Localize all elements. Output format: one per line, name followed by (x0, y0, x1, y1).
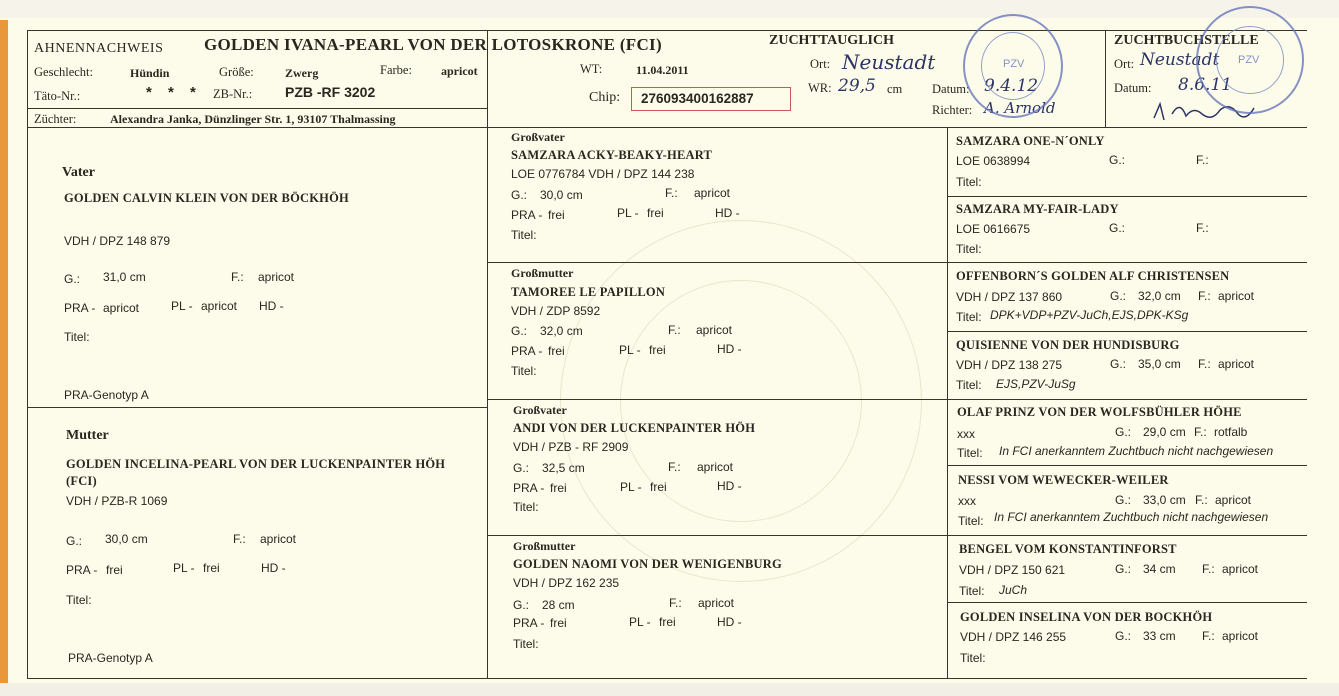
gp-titel-label: Titel: (511, 364, 537, 378)
frame-top (27, 30, 1307, 31)
ggp-titel: In FCI anerkanntem Zuchtbuch nicht nachgewiesen (994, 510, 1269, 524)
ggp-f: apricot (1218, 357, 1255, 371)
ggp-reg: xxx (957, 427, 975, 441)
ggp-g-label: G.: (1109, 221, 1126, 235)
ggp-reg: VDH / DPZ 150 621 (959, 563, 1066, 577)
ggp-titel: DPK+VDP+PZV-JuCh,EJS,DPK-KSg (990, 308, 1189, 322)
zb-datum-value: 8.6.11 (1178, 75, 1233, 95)
ggp-titel-label: Titel: (958, 514, 984, 528)
ggp-name: QUISIENNE VON DER HUNDISBURG (956, 338, 1180, 352)
zt-ort-value: Neustadt (842, 50, 936, 74)
ggp-reg: VDH / DPZ 137 860 (956, 290, 1063, 304)
ggp-f-label: F.: (1202, 562, 1215, 576)
zb-label: ZB-Nr.: (213, 87, 253, 101)
vater-g: 31,0 cm (103, 270, 146, 284)
stamp-center-mark-2: PZV (1238, 54, 1260, 66)
zt-datum-label: Datum: (932, 82, 970, 96)
tato-label: Täto-Nr.: (34, 89, 81, 103)
gp-f-label: F.: (665, 186, 678, 200)
chip-value: 276093400162887 (641, 91, 754, 106)
ggp-g-label: G.: (1110, 357, 1127, 371)
gp-pl: frei (650, 480, 667, 494)
gp-pra-label: PRA - (511, 208, 543, 222)
vater-pl: apricot (201, 299, 238, 313)
zb-value: PZB -RF 3202 (285, 84, 376, 100)
ggp-reg: VDH / DPZ 138 275 (956, 358, 1063, 372)
ggp-g-label: G.: (1109, 153, 1126, 167)
scan-bottom-edge (0, 683, 1339, 696)
geschlecht-value: Hündin (130, 66, 170, 80)
ggp-titel-label: Titel: (959, 584, 985, 598)
club-stamp-zuchtbuchstelle (1196, 6, 1304, 114)
parents-divider (27, 407, 487, 408)
vater-pra-label: PRA - (64, 301, 96, 315)
vater-f-label: F.: (231, 270, 244, 284)
col-divider-2 (947, 128, 948, 678)
ggp-g: 32,0 cm (1138, 289, 1181, 303)
ggp-f: apricot (1215, 493, 1252, 507)
zt-wr-label: WR: (808, 81, 832, 95)
gp-name: ANDI VON DER LUCKENPAINTER HÖH (513, 421, 756, 435)
zt-richter-signature: A. Arnold (984, 99, 1056, 117)
gp-divider-2 (487, 399, 947, 400)
gp-pl-label: PL - (619, 343, 641, 357)
gp-reg: VDH / PZB - RF 2909 (513, 440, 629, 454)
gp-pra: frei (548, 344, 565, 358)
ggp-g-label: G.: (1115, 493, 1132, 507)
wt-value: 11.04.2011 (636, 63, 689, 77)
ggp-f: apricot (1218, 289, 1255, 303)
zt-datum-value: 9.4.12 (984, 76, 1039, 96)
gp-name: SAMZARA ACKY-BEAKY-HEART (511, 148, 713, 162)
ggp-name: SAMZARA MY-FAIR-LADY (956, 202, 1119, 216)
zb-ort-label: Ort: (1114, 57, 1135, 71)
ggp-divider-5 (947, 465, 1307, 466)
ggp-name: GOLDEN INSELINA VON DER BOCKHÖH (960, 610, 1213, 624)
chip-label: Chip: (589, 90, 621, 105)
ggp-g: 29,0 cm (1143, 425, 1186, 439)
ggp-divider-4 (947, 399, 1307, 400)
gp-pl-label: PL - (620, 480, 642, 494)
vater-titel-label: Titel: (64, 330, 90, 344)
ggp-titel: EJS,PZV-JuSg (996, 377, 1076, 391)
ggp-divider-6 (947, 535, 1307, 536)
ggp-reg: LOE 0616675 (956, 222, 1031, 236)
club-stamp-zuchttauglich (963, 14, 1063, 118)
gp-pra: frei (550, 481, 567, 495)
gp-pl: frei (659, 615, 676, 629)
groesse-value: Zwerg (285, 66, 319, 80)
ggp-f: apricot (1222, 562, 1259, 576)
ggp-g-label: G.: (1115, 629, 1132, 643)
ggp-f: apricot (1222, 629, 1259, 643)
zt-ort-label: Ort: (810, 57, 831, 71)
zuechter-label: Züchter: (34, 112, 77, 126)
ggp-titel-label: Titel: (956, 310, 982, 324)
farbe-label: Farbe: (380, 63, 412, 77)
gp-hd-label: HD - (715, 206, 740, 220)
mutter-titel-label: Titel: (66, 593, 92, 607)
gp-g: 32,5 cm (542, 461, 585, 475)
mutter-genotyp: PRA-Genotyp A (68, 651, 153, 665)
gp-g: 28 cm (542, 598, 575, 612)
ggp-name: OFFENBORN´S GOLDEN ALF CHRISTENSEN (956, 269, 1230, 283)
frame-bottom (27, 678, 1307, 679)
ggp-f-label: F.: (1196, 153, 1209, 167)
vater-pl-label: PL - (171, 299, 193, 313)
farbe-value: apricot (441, 64, 478, 78)
ggp-g-label: G.: (1110, 289, 1127, 303)
wt-label: WT: (580, 62, 603, 76)
gp-role: Großmutter (513, 539, 576, 553)
zuchtbuchstelle-title: ZUCHTBUCHSTELLE (1114, 33, 1259, 48)
gp-f: apricot (696, 323, 733, 337)
groesse-label: Größe: (219, 65, 254, 79)
ggp-g: 34 cm (1143, 562, 1176, 576)
gp-g-label: G.: (511, 188, 528, 202)
gp-f: apricot (694, 186, 731, 200)
frame-left (27, 30, 28, 678)
ggp-divider-2 (947, 262, 1307, 263)
gp-g-label: G.: (511, 324, 528, 338)
ggp-g: 33 cm (1143, 629, 1176, 643)
zuchtbuch-divider (1105, 30, 1106, 127)
gp-f-label: F.: (669, 596, 682, 610)
mutter-f: apricot (260, 532, 297, 546)
tato-value: * * * (146, 84, 202, 101)
vater-g-label: G.: (64, 272, 81, 286)
zuchttauglich-title: ZUCHTTAUGLICH (769, 33, 894, 48)
orange-page-edge (0, 20, 8, 696)
ggp-divider-3 (947, 331, 1307, 332)
gp-f: apricot (698, 596, 735, 610)
gp-pra-label: PRA - (513, 481, 545, 495)
ggp-name: OLAF PRINZ VON DER WOLFSBÜHLER HÖHE (957, 405, 1242, 419)
ggp-titel-label: Titel: (956, 378, 982, 392)
doc-type: AHNENNACHWEIS (34, 41, 164, 56)
ggp-titel-label: Titel: (956, 242, 982, 256)
zt-wr-value: 29,5 (838, 76, 876, 96)
ggp-f-label: F.: (1194, 425, 1207, 439)
mutter-pra-label: PRA - (66, 563, 98, 577)
gp-pl-label: PL - (617, 206, 639, 220)
ggp-name: SAMZARA ONE-N´ONLY (956, 134, 1105, 148)
gp-pra: frei (550, 616, 567, 630)
mutter-reg: VDH / PZB-R 1069 (66, 494, 168, 508)
ggp-divider-7 (947, 602, 1307, 603)
gp-reg: VDH / DPZ 162 235 (513, 576, 620, 590)
ggp-titel-label: Titel: (960, 651, 986, 665)
ggp-reg: VDH / DPZ 146 255 (960, 630, 1067, 644)
zuechter-divider (27, 108, 487, 109)
geschlecht-label: Geschlecht: (34, 65, 94, 79)
ggp-f-label: F.: (1202, 629, 1215, 643)
ggp-f-label: F.: (1195, 493, 1208, 507)
vater-hd-label: HD - (259, 299, 284, 313)
ggp-reg: LOE 0638994 (956, 154, 1031, 168)
gp-hd-label: HD - (717, 615, 742, 629)
mutter-hd-label: HD - (261, 561, 286, 575)
gp-name: GOLDEN NAOMI VON DER WENIGENBURG (513, 557, 782, 571)
ggp-reg: xxx (958, 494, 976, 508)
gp-titel-label: Titel: (511, 228, 537, 242)
vater-heading: Vater (62, 165, 95, 180)
scan-top-edge (0, 0, 1339, 18)
gp-titel-label: Titel: (513, 637, 539, 651)
zuechter-value: Alexandra Janka, Dünzlinger Str. 1, 93107 Thalmassing (110, 112, 396, 126)
gp-f-label: F.: (668, 460, 681, 474)
gp-name: TAMOREE LE PAPILLON (511, 285, 666, 299)
ggp-f-label: F.: (1198, 289, 1211, 303)
ggp-name: NESSI VOM WEWECKER-WEILER (958, 473, 1169, 487)
ggp-g-label: G.: (1115, 562, 1132, 576)
zb-datum-label: Datum: (1114, 81, 1152, 95)
gp-g: 32,0 cm (540, 324, 583, 338)
vater-name: GOLDEN CALVIN KLEIN VON DER BÖCKHÖH (64, 191, 349, 205)
gp-g-label: G.: (513, 598, 530, 612)
zb-ort-value: Neustadt (1140, 50, 1220, 70)
gp-pl: frei (649, 343, 666, 357)
gp-divider-1 (487, 262, 947, 263)
mutter-pra: frei (106, 563, 123, 577)
ggp-f: rotfalb (1214, 425, 1248, 439)
gp-pra-label: PRA - (511, 344, 543, 358)
gp-reg: LOE 0776784 VDH / DPZ 144 238 (511, 167, 695, 181)
ggp-titel-label: Titel: (957, 446, 983, 460)
col-divider-1 (487, 30, 488, 678)
mutter-g: 30,0 cm (105, 532, 148, 546)
gp-g: 30,0 cm (540, 188, 583, 202)
gp-divider-3 (487, 535, 947, 536)
ggp-divider-1 (947, 196, 1307, 197)
gp-role: Großvater (513, 403, 567, 417)
vater-reg: VDH / DPZ 148 879 (64, 234, 171, 248)
ggp-g: 35,0 cm (1138, 357, 1181, 371)
gp-pra-label: PRA - (513, 616, 545, 630)
ggp-titel: In FCI anerkanntem Zuchtbuch nicht nachgewiesen (999, 444, 1274, 458)
gp-pra: frei (548, 208, 565, 222)
gp-reg: VDH / ZDP 8592 (511, 304, 601, 318)
mutter-heading: Mutter (66, 428, 109, 443)
gp-hd-label: HD - (717, 479, 742, 493)
ggp-name: BENGEL VOM KONSTANTINFORST (959, 542, 1177, 556)
zt-wr-unit: cm (887, 82, 903, 96)
ggp-g-label: G.: (1115, 425, 1132, 439)
mutter-g-label: G.: (66, 534, 83, 548)
gp-role: Großvater (511, 130, 565, 144)
gp-g-label: G.: (513, 461, 530, 475)
mutter-pl: frei (203, 561, 220, 575)
mutter-name: GOLDEN INCELINA-PEARL VON DER LUCKENPAINTER HÖH (66, 457, 446, 471)
header-divider (27, 127, 1307, 128)
ggp-f-label: F.: (1196, 221, 1209, 235)
mutter-name-line2: (FCI) (66, 474, 97, 488)
gp-role: Großmutter (511, 266, 574, 280)
ggp-g: 33,0 cm (1143, 493, 1186, 507)
zt-richter-label: Richter: (932, 103, 973, 117)
vater-genotyp: PRA-Genotyp A (64, 388, 149, 402)
gp-pl-label: PL - (629, 615, 651, 629)
vater-pra: apricot (103, 301, 140, 315)
gp-titel-label: Titel: (513, 500, 539, 514)
vater-f: apricot (258, 270, 295, 284)
gp-f: apricot (697, 460, 734, 474)
gp-pl: frei (647, 206, 664, 220)
ggp-f-label: F.: (1198, 357, 1211, 371)
ggp-titel-label: Titel: (956, 175, 982, 189)
gp-hd-label: HD - (717, 342, 742, 356)
gp-f-label: F.: (668, 323, 681, 337)
mutter-pl-label: PL - (173, 561, 195, 575)
mutter-f-label: F.: (233, 532, 246, 546)
dog-name: GOLDEN IVANA-PEARL VON DER LOTOSKRONE (FCI) (204, 35, 662, 54)
stamp-center-mark: PZV (1003, 58, 1025, 70)
ggp-titel: JuCh (999, 583, 1028, 597)
